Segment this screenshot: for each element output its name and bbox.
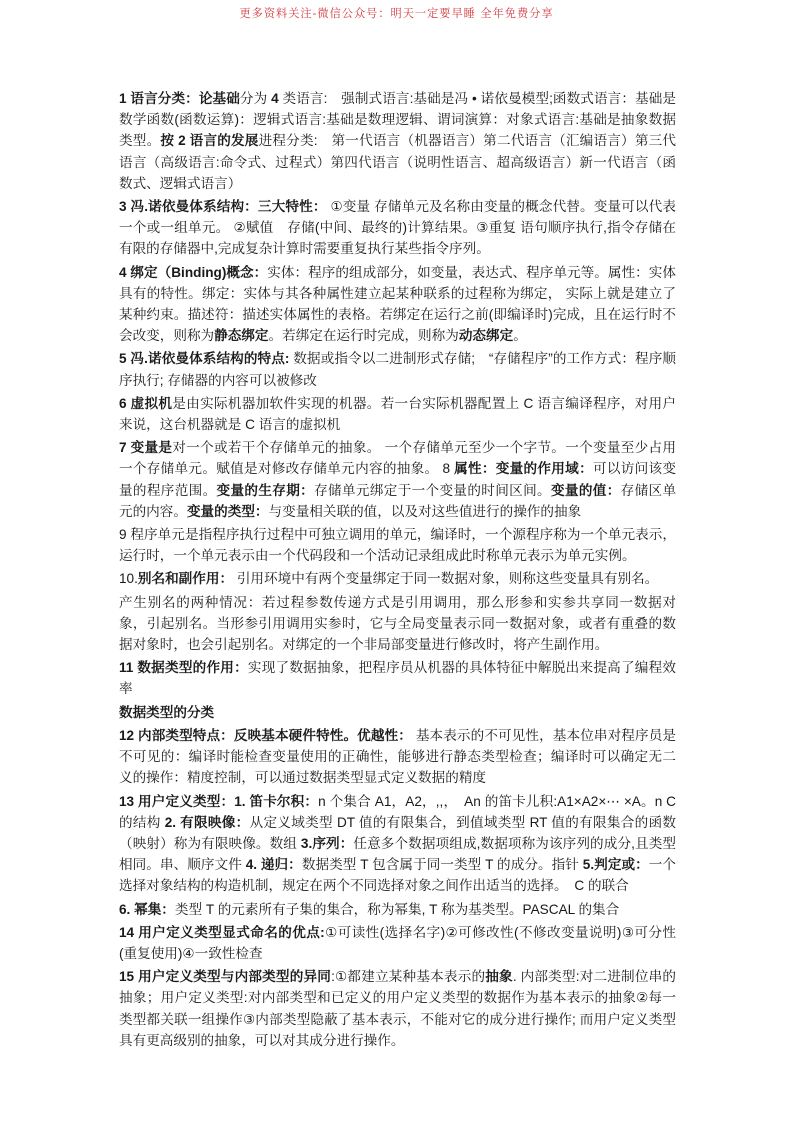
text: 任意多个数据项组成,数据项称为该序列的成分,且类型相同。串、顺序文件: [119, 835, 676, 873]
text: 数据或指令以二进制形式存储; “存储程序”的工作方式：程序顺序执行; 存储器的内容可以被修改: [119, 351, 676, 388]
text: n 个集合 A1，A2，,,， An 的笛卡儿积:A1×A2×⋯ ×A。n C 的结构: [119, 793, 676, 830]
bold-text: 6 虚拟机: [119, 395, 173, 411]
document-body: [119, 88, 676, 1053]
paragraph: [119, 437, 676, 522]
text: 存储区单元的内容。: [119, 482, 677, 519]
text: 类型 T 的元素所有子集的集合，称为幂集, T 称为基类型。PASCAL 的集合: [174, 901, 620, 917]
paragraph: [119, 791, 676, 897]
text: 从定义域类型 DT 值的有限集合，到值域类型 RT 值的有限集合的函数（映射）称为有限映像。数组: [119, 814, 676, 851]
bold-text: 4 绑定（Binding)概念：: [119, 264, 268, 280]
bold-text: 3 冯.诺依曼体系结构：三大特性：: [119, 199, 327, 215]
paragraph: [119, 393, 676, 435]
paragraph: [119, 262, 676, 347]
text: ①变量 存储单元及名称由变量的概念代替。变量可以代表一个或一组单元。 ②赋值 存储(中间、最终的)计算结果。③重复 语句顺序执行,指令存储在有限的存储器中,完成复杂计算时需要重复执行某些指令序列。: [119, 199, 676, 257]
text: 基本表示的不可见性，基本位串对程序员是不可见的：编译时能检查变量使用的正确性，能够进行静态类型检查；编译时可以确定无二义的操作：精度控制，可以通过数据类型显式定义数据的精度: [119, 727, 676, 786]
text: ①可读性(选择名字)②可修改性(不修改变量说明)③可分性(重复使用)④一致性检查: [119, 924, 676, 961]
bold-text: 14 用户定义类型显式命名的优点:: [119, 924, 325, 940]
paragraph: [119, 922, 676, 964]
bold-text: 5.判定或：: [582, 857, 649, 873]
text: 实体：程序的组成部分，如变量，表达式、程序单元等。属性：实体具有的特性。绑定：实体与其各种属性建立起某种联系的过程称为绑定， 实际上就是建立了某种约束。描述符：描述实体属性的表格。若绑定在运行之前(即编译时)完成，且在运行时不会改变，则称为: [119, 264, 676, 344]
text: 对一个或若干个存储单元的抽象。 一个存储单元至少一个字节。一个变量至少占用一个存储单元。赋值是对修改存储单元内容的抽象。 8: [119, 440, 676, 477]
bold-text: 属性：变量的作用域：: [454, 461, 593, 477]
text: 与变量相关联的值，以及对这些值进行的操作的抽象: [268, 503, 582, 519]
bold-text: 抽象: [485, 969, 513, 985]
text: 一个选择对象结构的构造机制，规定在两个不同选择对象之间作出适当的选择。 C 的联合: [119, 857, 677, 894]
text: 10.: [119, 571, 138, 587]
paragraph: [119, 702, 676, 723]
text: 引用环境中有两个变量绑定于同一数据对象，则称这些变量具有别名。: [233, 571, 659, 587]
paragraph: [119, 348, 676, 390]
text: 。若绑定在运行时完成，则称为: [268, 328, 459, 344]
bold-text: 数据类型的分类: [119, 704, 215, 720]
bold-text: 7 变量是: [119, 440, 173, 456]
text: 分为: [239, 91, 272, 106]
bold-text: 动态绑定: [458, 328, 514, 344]
bold-text: 3.序列：: [300, 835, 354, 851]
bold-text: 变量的值：: [550, 482, 621, 498]
bold-text: 12 内部类型特点：反映基本硬件特性。优越性：: [119, 727, 412, 743]
bold-text: 按 2 语言的发展: [160, 133, 259, 149]
text: 9 程序单元是指程序执行过程中可独立调用的单元，编译时，一个源程序称为一个单元表示，运行时，一个单元表示由一个代码段和一个活动记录组成此时称单元表示为单元实例。: [119, 527, 676, 564]
text: 产生别名的两种情况：若过程参数传递方式是引用调用，那么形参和实参共享同一数据对象，引起别名。当形参引用调用实参时，它与全局变量表示同一数据对象，或者有重叠的数据对象时，也会引起别名。对绑定的一个非局部变量进行修改时，将产生副作用。: [119, 594, 676, 653]
text: 实现了数据抽象，把程序员从机器的具体特征中解脱出来提高了编程效率: [119, 660, 676, 697]
paragraph: [119, 568, 676, 589]
paragraph: [119, 725, 676, 789]
text: 类语言: 强制式语言:基础是冯 • 诺依曼模型;函数式语言：基础是数学函数(函数运算)：逻辑式语言:基础是数理逻辑、谓词演算：对象式语言:基础是抽象数据类型。: [119, 91, 676, 149]
paragraph: [119, 88, 676, 194]
bold-text: 11 数据类型的作用：: [119, 660, 248, 676]
paragraph: [119, 524, 676, 566]
bold-text: 变量的生存期：: [216, 482, 315, 498]
text: 可以访问该变量的程序范围。: [119, 461, 676, 498]
text: 数据类型 T 包含属于同一类型 T 的成分。指针: [301, 857, 583, 873]
text: . 内部类型:对二进制位串的抽象；用户定义类型:对内部类型和已定义的用户定义类型的数据作为基本表示的抽象②每一类型都关联一组操作③内部类型隐蔽了基本表示，不能对它的成分进行操作; 而用户定义类型具有更高级别的抽象，可以对其成分进行操作。: [119, 969, 676, 1048]
bold-text: 5 冯.诺依曼体系结构的特点:: [119, 351, 290, 367]
bold-text: 静态绑定: [214, 328, 269, 344]
bold-text: 1 语言分类：论基础: [119, 91, 240, 106]
bold-text: 4. 递归：: [245, 857, 302, 873]
bold-text: 13 用户定义类型：1. 笛卡尔积：: [119, 793, 319, 809]
bold-text: 15 用户定义类型与内部类型的异同: [119, 969, 332, 985]
bold-text: 6. 幂集：: [119, 901, 175, 917]
bold-text: 4: [271, 91, 279, 106]
text: 是由实际机器加软件实现的机器。若一台实际机器配置上 C 语言编译程序，对用户来说，这台机器就是 C 语言的虚拟机: [119, 395, 676, 433]
paragraph: [119, 657, 676, 699]
paragraph: [119, 592, 676, 656]
paragraph: [119, 966, 676, 1051]
header-banner: 更多资料关注-微信公众号：明天一定要早睡 全年免费分享: [239, 7, 554, 20]
bold-text: 变量的类型：: [186, 503, 269, 519]
paragraph: [119, 196, 676, 260]
text: 存储单元绑定于一个变量的时间区间。: [314, 482, 551, 498]
paragraph: [119, 899, 676, 920]
bold-text: 2. 有限映像：: [164, 814, 250, 830]
text: 。: [513, 328, 527, 344]
text: 进程分类: 第一代语言（机器语言）第二代语言（汇编语言）第三代语言（高级语言:命令式、过程式）第四代语言（说明性语言、超高级语言）新一代语言（函数式、逻辑式语言）: [119, 133, 677, 191]
bold-text: 别名和副作用：: [137, 571, 234, 587]
text: :①都建立某种基本表示的: [331, 969, 486, 985]
